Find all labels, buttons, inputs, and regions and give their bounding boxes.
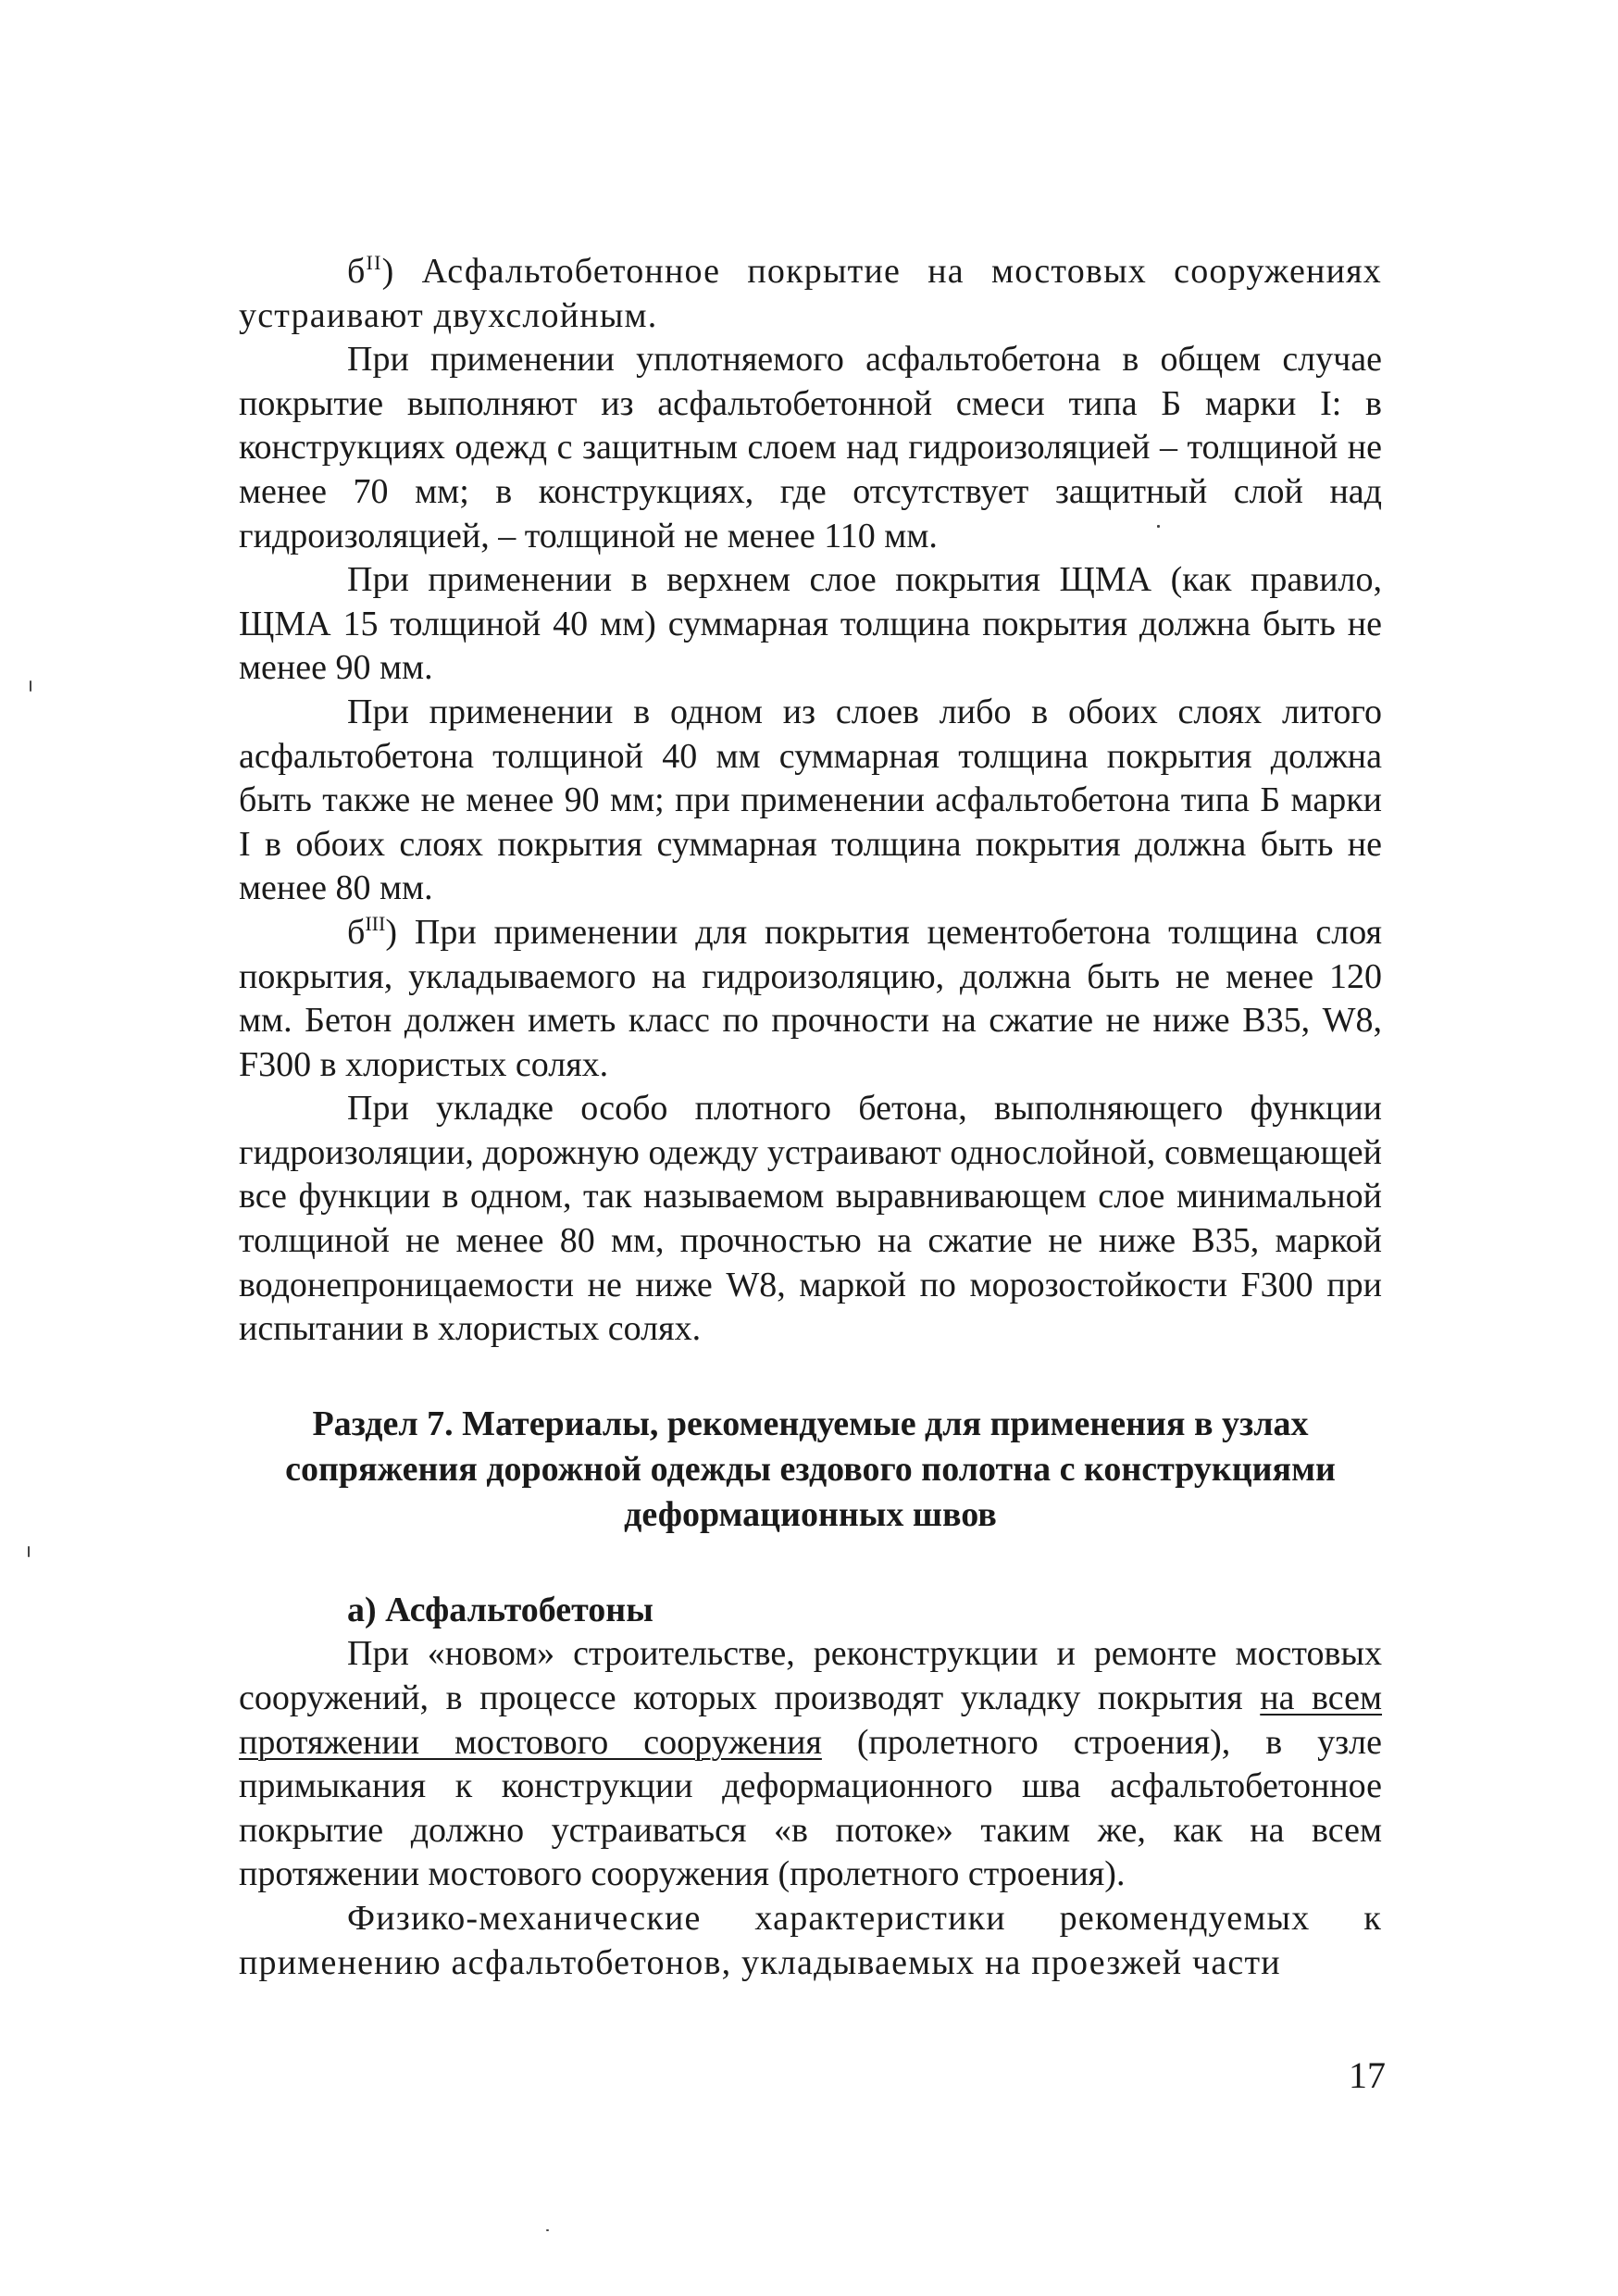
paragraph-6-II [239,250,1382,338]
clause-letter: б [347,252,367,291]
scan-speck [30,680,31,692]
paragraph-dense-concrete: При укладке особо плотного бетона, выполняющего функции гидроизоляции, дорожную одежду устраивают однослойной, совмещающей все функции в одном, так называемом выравнивающем слое минимальной толщиной не менее 80 мм, прочностью на сжатие не ниже В35, маркой водонепроницаемости не ниже W8, маркой по морозостойкости F300 при испытании в хлористых солях. [239,1089,1382,1349]
paragraph-6-III [239,911,1382,1087]
paragraph-new-construction [239,1632,1382,1897]
paragraph-text: ) При применении для покрытия цементобетона толщина слоя покрытия, укладываемого на гидроизоляцию, должна быть не менее 120 мм. Бетон должен иметь класс по прочности на сжатие не ниже В35, W8, F300 в хлористых солях. [239,912,1382,1084]
subsection-heading: а) Асфальтобетоны [347,1590,653,1629]
paragraph-compacted-asphalt: При применении уплотняемого асфальтобетона в общем случае покрытие выполняют из асфальтобетонной смеси типа Б марки I: в конструкциях одежд с защитным слоем над гидроизоляцией – толщиной не менее 70 мм; в конструкциях, где отсутствует защитный слой над гидроизоляцией, – толщиной не менее 110 мм. [239,340,1382,555]
paragraph-text: (пролетного строения), в узле примыкания к конструкции деформационного шва асфальтобетонное покрытие должно устраиваться «в потоке» таким же, как на всем протяжении мостового сооружения (пролетного строения). [239,1722,1382,1894]
page-number: 17 [1349,2054,1386,2096]
clause-superscript: II [366,251,382,274]
underlined-phrase: на всем протяжении мостового сооружения [239,1678,1383,1762]
paragraph-sma: При применении в верхнем слое покрытия ЩМА (как правило, ЩМА 15 толщиной 40 мм) суммарная толщина покрытия должна быть не менее 90 мм. [239,560,1382,688]
paragraph-cast-asphalt: При применении в одном из слоев либо в обоих слоях литого асфальтобетона толщиной 40 мм суммарная толщина покрытия должна быть также не менее 90 мм; при применении асфальтобетона типа Б марки I в обоих слоях покрытия суммарная толщина покрытия должна быть не менее 80 мм. [239,692,1382,908]
paragraph-characteristics: Физико-механические характеристики рекомендуемых к применению асфальтобетонов, укладываемых на проезжей части [239,1899,1382,1982]
clause-letter: б [347,912,366,952]
paragraph-text: ) Асфальтобетонное покрытие на мостовых сооружениях устраивают двухслойным. [239,252,1382,335]
paragraph-text: При «новом» строительстве, реконструкции и ремонте мостовых сооружений, в процессе которых производят укладку покрытия [239,1634,1382,1718]
scan-speck [1157,525,1160,528]
section-heading: Раздел 7. Материалы, рекомендуемые для применения в узлах сопряжения дорожной одежды ездового полотна с конструкциями деформационных швов [285,1404,1336,1534]
scan-speck [28,1546,30,1557]
document-page [239,250,1382,1985]
scan-speck [546,2229,549,2231]
clause-superscript: III [365,911,386,935]
